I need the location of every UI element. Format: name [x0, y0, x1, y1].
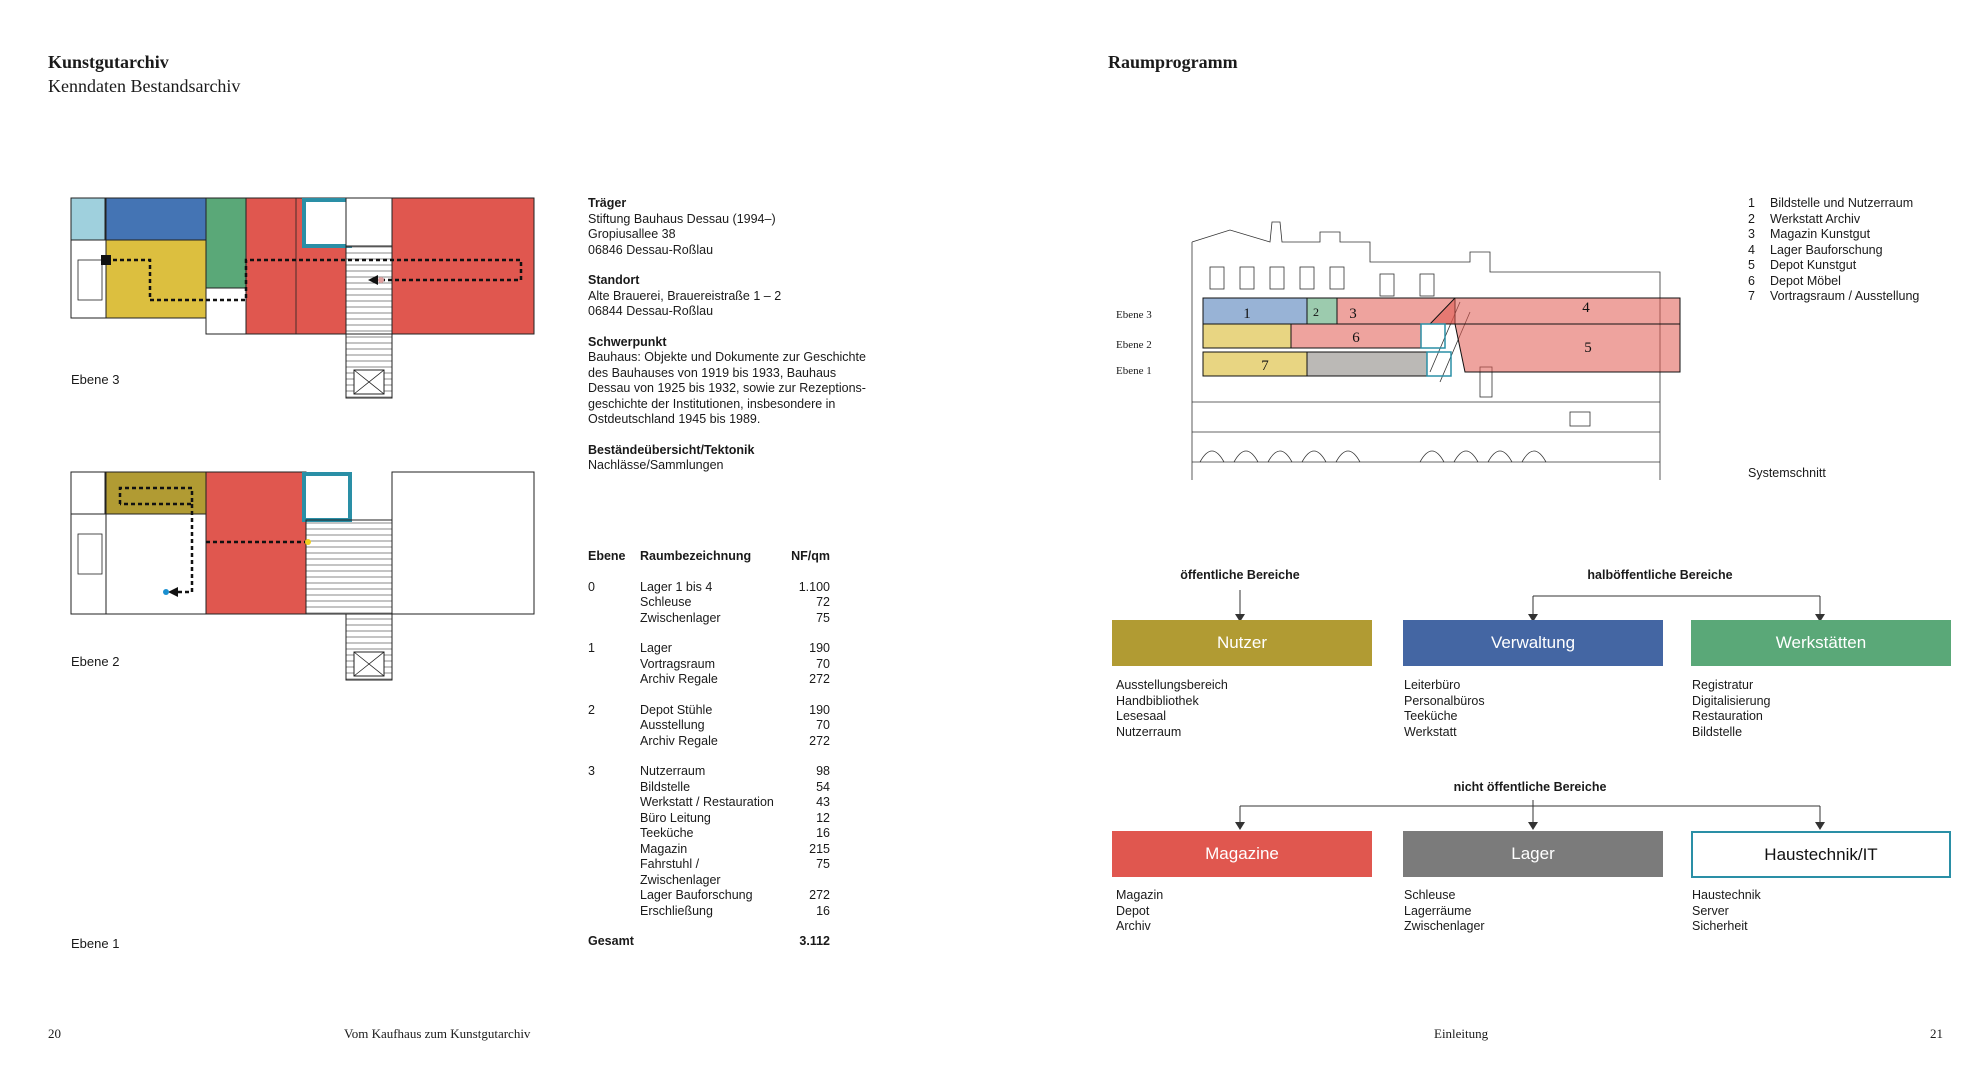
legend-item: 2 Werkstatt Archiv	[1748, 211, 1861, 226]
plan-label-ebene-3: Ebene 3	[71, 372, 120, 387]
page-number-left: 20	[48, 1026, 61, 1041]
ebene-cell: 1	[588, 641, 595, 655]
page-subtitle: Kenndaten Bestandsarchiv	[48, 76, 241, 96]
ebene-cell	[588, 734, 640, 750]
schwerpunkt-line: Bauhaus: Objekte und Dokumente zur Geschichte	[588, 350, 866, 364]
ebene-cell	[588, 718, 640, 734]
zone-number: 4	[1582, 300, 1590, 316]
list-item: Leiterbüro	[1404, 678, 1461, 692]
table-header-row	[588, 549, 830, 565]
page-number-right: 21	[1930, 1026, 1943, 1041]
table-row	[588, 580, 830, 596]
group-title-semi-public: halböffentliche Bereiche	[1587, 568, 1733, 582]
table-row	[588, 888, 830, 904]
group-title-public: öffentliche Bereiche	[1180, 568, 1300, 582]
plan-ebene-3	[71, 198, 534, 398]
nf-cell: 75	[816, 610, 830, 625]
table-row	[588, 718, 830, 734]
nf-cell: 43	[816, 795, 830, 809]
table-row	[588, 611, 830, 627]
ebene-cell	[588, 904, 640, 920]
ebene-cell	[588, 672, 640, 688]
nf-cell: 1.100	[798, 579, 830, 594]
box-haustechnik: Haustechnik/IT	[1691, 831, 1951, 878]
box-list-nutzer	[1116, 678, 1228, 740]
table-row	[588, 657, 830, 673]
nf-cell: 272	[809, 888, 830, 902]
ebene-cell	[588, 842, 640, 858]
table-row	[588, 764, 830, 780]
nf-cell: 272	[809, 672, 830, 686]
list-item: Restauration	[1692, 709, 1763, 723]
raum-cell: Vortragsraum	[640, 656, 716, 671]
list-item: Nutzerraum	[1116, 724, 1182, 739]
zone-number: 7	[1261, 358, 1269, 374]
list-item: Werkstatt	[1404, 724, 1457, 739]
list-item: Server	[1692, 903, 1729, 918]
table-row	[588, 595, 830, 611]
list-item: Handbibliothek	[1116, 693, 1199, 708]
standort-heading: Standort	[588, 273, 640, 287]
table-row	[588, 734, 830, 750]
raum-cell: Bildstelle	[640, 779, 691, 794]
raum-cell: Magazin	[640, 841, 688, 856]
ebene-cell	[588, 888, 640, 904]
table-row	[588, 826, 830, 842]
zone-number: 2	[1313, 305, 1319, 319]
nf-cell: 72	[816, 595, 830, 609]
legend	[1748, 196, 1919, 305]
nf-cell: 75	[816, 857, 830, 871]
plan-label-ebene-2: Ebene 2	[71, 654, 120, 669]
list-item: Bildstelle	[1692, 724, 1743, 739]
schwerpunkt-line: des Bauhauses von 1919 bis 1933, Bauhaus	[588, 365, 837, 380]
list-item: Zwischenlager	[1404, 919, 1485, 933]
table-row	[588, 795, 830, 811]
group-title-non-public: nicht öffentliche Bereiche	[1453, 780, 1607, 794]
nf-cell: 190	[809, 702, 830, 717]
raum-cell: Schleuse	[640, 595, 692, 609]
ebene-cell	[588, 595, 640, 611]
list-item: Depot	[1116, 903, 1150, 918]
list-item: Archiv	[1116, 919, 1151, 933]
schwerpunkt-line: Dessau von 1925 bis 1932, sowie zur Rezeptions-	[588, 381, 866, 395]
box-list-haustechnik	[1692, 888, 1761, 935]
box-list-verwaltung	[1404, 678, 1485, 740]
list-item: Schleuse	[1404, 888, 1456, 902]
raum-cell: Nutzerraum	[640, 764, 706, 778]
list-item: Personalbüros	[1404, 693, 1485, 708]
zone-number: 6	[1352, 330, 1360, 346]
ebene-cell	[588, 811, 640, 827]
system-section	[1190, 212, 1710, 480]
section-caption: Systemschnitt	[1748, 466, 1826, 480]
table-row	[588, 904, 830, 920]
nf-cell: 190	[809, 641, 830, 655]
raum-cell: Archiv Regale	[640, 672, 718, 686]
box-magazine: Magazine	[1112, 831, 1372, 877]
ebene-cell	[588, 611, 640, 627]
legend-item: 7 Vortragsraum / Ausstellung	[1748, 289, 1920, 303]
zone-number: 1	[1243, 306, 1251, 322]
raum-cell: Lager	[640, 641, 672, 655]
total-value: 3.112	[799, 934, 830, 948]
traeger-line: Stiftung Bauhaus Dessau (1994–)	[588, 211, 776, 226]
raum-cell: Teeküche	[640, 826, 694, 840]
table-row	[588, 780, 830, 796]
box-list-magazine	[1116, 888, 1163, 935]
nf-cell: 70	[816, 718, 830, 732]
page-title: Kunstgutarchiv	[48, 52, 169, 72]
traeger-heading: Träger	[588, 196, 627, 210]
raum-cell: Ausstellung	[640, 718, 705, 732]
nf-cell: 272	[809, 733, 830, 748]
list-item: Haustechnik	[1692, 888, 1761, 902]
table-row	[588, 672, 830, 688]
legend-item: 6 Depot Möbel	[1748, 273, 1841, 288]
nf-cell: 54	[816, 779, 830, 794]
header-raum: Raumbezeichnung	[640, 549, 752, 563]
right-page-title: Raumprogramm	[1108, 52, 1238, 72]
list-item: Sicherheit	[1692, 919, 1748, 933]
table-row	[588, 842, 830, 858]
legend-item: 4 Lager Bauforschung	[1748, 242, 1883, 257]
raum-cell: Depot Stühle	[640, 702, 713, 717]
section-level-label: Ebene 2	[1116, 339, 1152, 351]
raum-cell: Werkstatt / Restauration	[640, 795, 774, 809]
nf-cell: 70	[816, 656, 830, 671]
header-ebene: Ebene	[588, 549, 626, 563]
schwerpunkt-line: geschichte der Institutionen, insbesondere in	[588, 396, 836, 411]
list-item: Lagerräume	[1404, 903, 1472, 918]
bestand-line: Nachlässe/Sammlungen	[588, 458, 724, 472]
ebene-cell: 3	[588, 764, 595, 778]
list-item: Teeküche	[1404, 709, 1458, 723]
total-label: Gesamt	[588, 934, 634, 948]
traeger-line: Gropiusallee 38	[588, 227, 676, 241]
schwerpunkt-line: Ostdeutschland 1945 bis 1989.	[588, 412, 761, 426]
table-row	[588, 641, 830, 657]
legend-item: 3 Magazin Kunstgut	[1748, 227, 1871, 241]
box-nutzer: Nutzer	[1112, 620, 1372, 666]
legend-item: 1 Bildstelle und Nutzerraum	[1748, 196, 1914, 210]
list-item: Magazin	[1116, 888, 1164, 902]
list-item: Ausstellungsbereich	[1116, 678, 1228, 692]
ebene-cell	[588, 795, 640, 811]
list-item: Registratur	[1692, 678, 1754, 692]
list-item: Lesesaal	[1116, 709, 1167, 723]
traeger-line: 06846 Dessau-Roßlau	[588, 242, 714, 257]
nf-cell: 215	[809, 841, 830, 856]
running-title-right: Einleitung	[1434, 1026, 1489, 1041]
raum-cell: Archiv Regale	[640, 733, 718, 748]
table-row	[588, 811, 830, 827]
bestand-heading: Beständeübersicht/Tektonik	[588, 442, 755, 457]
standort-line: Alte Brauerei, Brauereistraße 1 – 2	[588, 288, 782, 303]
group-connectors	[1100, 580, 1980, 840]
section-level-label: Ebene 3	[1116, 309, 1152, 321]
nf-cell: 98	[816, 764, 830, 778]
ebene-cell: 0	[588, 579, 595, 594]
raum-cell: Büro Leitung	[640, 810, 711, 825]
nf-cell: 12	[816, 810, 830, 825]
table-row	[588, 857, 830, 888]
box-werkstaetten: Werkstätten	[1691, 620, 1951, 666]
nf-cell: 16	[816, 903, 830, 918]
table-row	[588, 703, 830, 719]
ebene-cell	[588, 857, 640, 888]
raum-cell: Lager Bauforschung	[640, 888, 753, 902]
box-lager: Lager	[1403, 831, 1663, 877]
area-table	[588, 549, 830, 950]
ebene-cell	[588, 826, 640, 842]
box-list-lager	[1404, 888, 1485, 935]
info-block	[588, 196, 888, 474]
box-verwaltung: Verwaltung	[1403, 620, 1663, 666]
raum-cell: Lager 1 bis 4	[640, 579, 713, 594]
ebene-cell	[588, 780, 640, 796]
list-item: Digitalisierung	[1692, 693, 1771, 708]
raum-cell: Zwischenlager	[640, 610, 721, 625]
legend-item: 5 Depot Kunstgut	[1748, 258, 1857, 272]
running-title-left: Vom Kaufhaus zum Kunstgutarchiv	[344, 1026, 531, 1041]
table-total-row	[588, 934, 830, 950]
raum-cell: Fahrstuhl / Zwischenlager	[640, 857, 721, 887]
section-level-label: Ebene 1	[1116, 365, 1152, 377]
floor-plans	[60, 190, 560, 700]
zone-number: 5	[1584, 340, 1592, 356]
raum-cell: Erschließung	[640, 903, 713, 918]
ebene-cell: 2	[588, 702, 595, 717]
zone-number: 3	[1349, 306, 1357, 322]
plan-label-ebene-1: Ebene 1	[71, 936, 120, 951]
box-list-werkstaetten	[1692, 678, 1771, 740]
schwerpunkt-heading: Schwerpunkt	[588, 334, 667, 349]
header-nf: NF/qm	[791, 549, 830, 563]
standort-line: 06844 Dessau-Roßlau	[588, 304, 714, 318]
ebene-cell	[588, 657, 640, 673]
nf-cell: 16	[816, 826, 830, 840]
plan-ebene-2	[71, 472, 534, 680]
